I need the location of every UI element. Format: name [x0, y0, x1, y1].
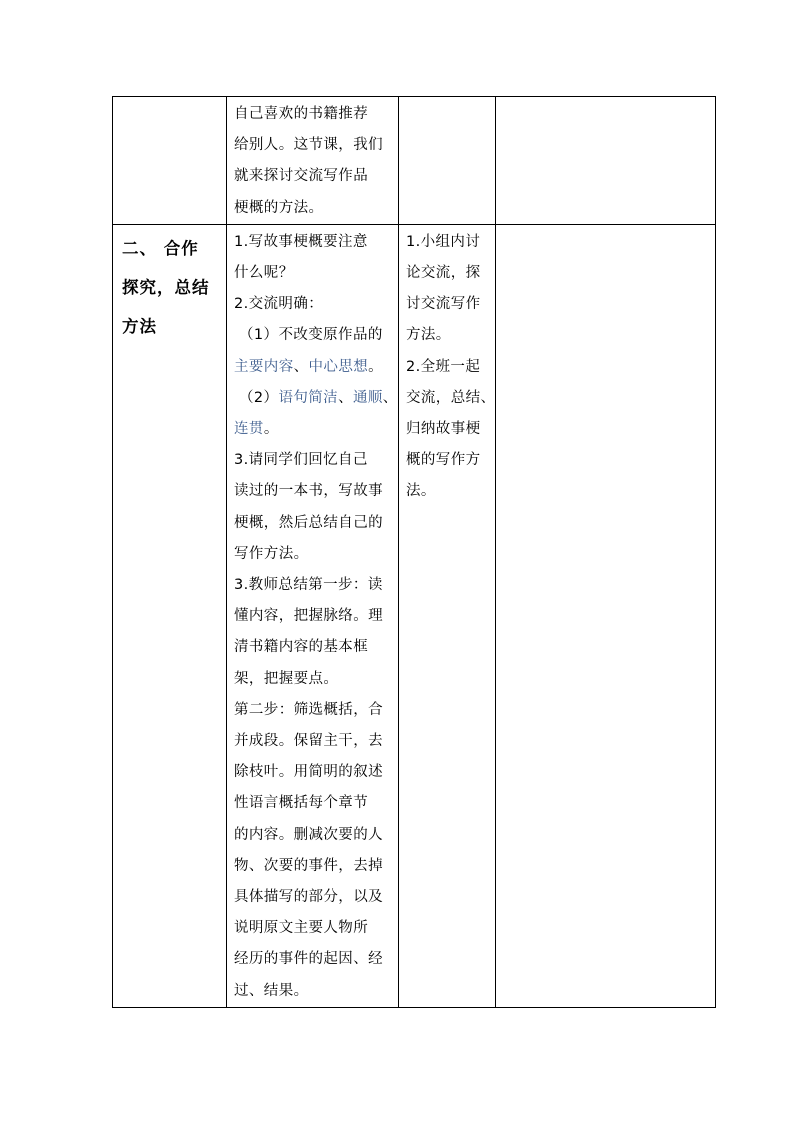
text-line: 归纳故事梗	[406, 421, 481, 438]
cell-intro-content	[227, 97, 399, 225]
text-line: 1.写故事梗概要注意	[234, 233, 368, 250]
stage-title-line: 方法	[122, 316, 157, 336]
point1-prefix: （1）不改变原作品的	[239, 327, 383, 344]
cell-student-empty	[399, 97, 496, 225]
cell-student-activity	[399, 224, 496, 1007]
cell-stage-title	[113, 224, 227, 1007]
text-line: 交流，总结、	[406, 389, 496, 406]
text-line: 概的写作方	[406, 452, 481, 469]
period: 。	[368, 358, 384, 375]
text-line: 第二步：筛选概括，合	[234, 701, 383, 718]
text-line: 经历的事件的起因、经	[234, 951, 383, 968]
point2-prefix: （2）	[239, 389, 279, 406]
text-line: 除枝叶。用简明的叙述	[234, 764, 383, 781]
text-line: 懂内容，把握脉络。理	[234, 608, 383, 625]
cell-teacher-activity	[227, 224, 399, 1007]
text-line: 读过的一本书，写故事	[234, 483, 383, 500]
separator: 、	[338, 389, 353, 406]
text-line: 什么呢？	[234, 265, 294, 282]
text-line: 2.全班一起	[406, 358, 481, 375]
text-line: 3.请同学们回忆自己	[234, 452, 368, 469]
highlight-main-content: 主要内容	[234, 358, 294, 375]
highlight-concise: 语句简洁	[278, 389, 339, 406]
text-line: 2.交流明确：	[234, 296, 324, 313]
text-line: 说明原文主要人物所	[234, 920, 369, 937]
text-line: 并成段。保留主干，去	[234, 733, 383, 750]
text-line: 法。	[406, 483, 436, 500]
text-line: 清书籍内容的基本框	[234, 639, 369, 656]
table-row-intro	[113, 97, 716, 225]
separator: 、	[382, 389, 398, 406]
text-line: 写作方法。	[234, 545, 309, 562]
text-line: 论交流，探	[406, 265, 481, 282]
separator: 、	[293, 358, 309, 375]
text-line	[234, 383, 398, 414]
stage-title-line: 二、 合作	[122, 238, 199, 258]
cell-notes-empty	[496, 224, 716, 1007]
cell-stage-empty	[113, 97, 227, 225]
table-row-method	[113, 224, 716, 1007]
highlight-central-idea: 中心思想	[308, 358, 369, 375]
text-line: 方法。	[406, 327, 451, 344]
text-line	[234, 320, 393, 351]
text-line	[234, 352, 393, 383]
text-line: 梗概，然后总结自己的	[234, 514, 383, 531]
text-line: 讨交流写作	[406, 296, 481, 313]
text-line	[234, 414, 393, 445]
text-line: 的内容。删减次要的人	[234, 826, 383, 843]
text-line: 1.小组内讨	[406, 233, 481, 250]
text-line: 给别人。这节课，我们	[234, 137, 383, 154]
period: 。	[263, 421, 279, 438]
text-line: 3.教师总结第一步：读	[234, 577, 383, 594]
cell-notes-empty	[496, 97, 716, 225]
highlight-coherent: 连贯	[234, 421, 264, 438]
text-line: 自己喜欢的书籍推荐	[234, 106, 369, 122]
stage-title-line: 探究，总结	[122, 277, 210, 297]
text-line: 梗概的方法。	[234, 199, 324, 216]
text-line: 性语言概括每个章节	[234, 795, 369, 812]
text-line: 过、结果。	[234, 982, 309, 999]
text-line: 架，把握要点。	[234, 670, 339, 687]
lesson-plan-table	[112, 96, 716, 1008]
highlight-fluent: 通顺	[352, 389, 383, 406]
text-line: 物、次要的事件，去掉	[234, 857, 383, 874]
text-line: 就来探讨交流写作品	[234, 168, 369, 185]
text-line: 具体描写的部分，以及	[234, 889, 383, 906]
